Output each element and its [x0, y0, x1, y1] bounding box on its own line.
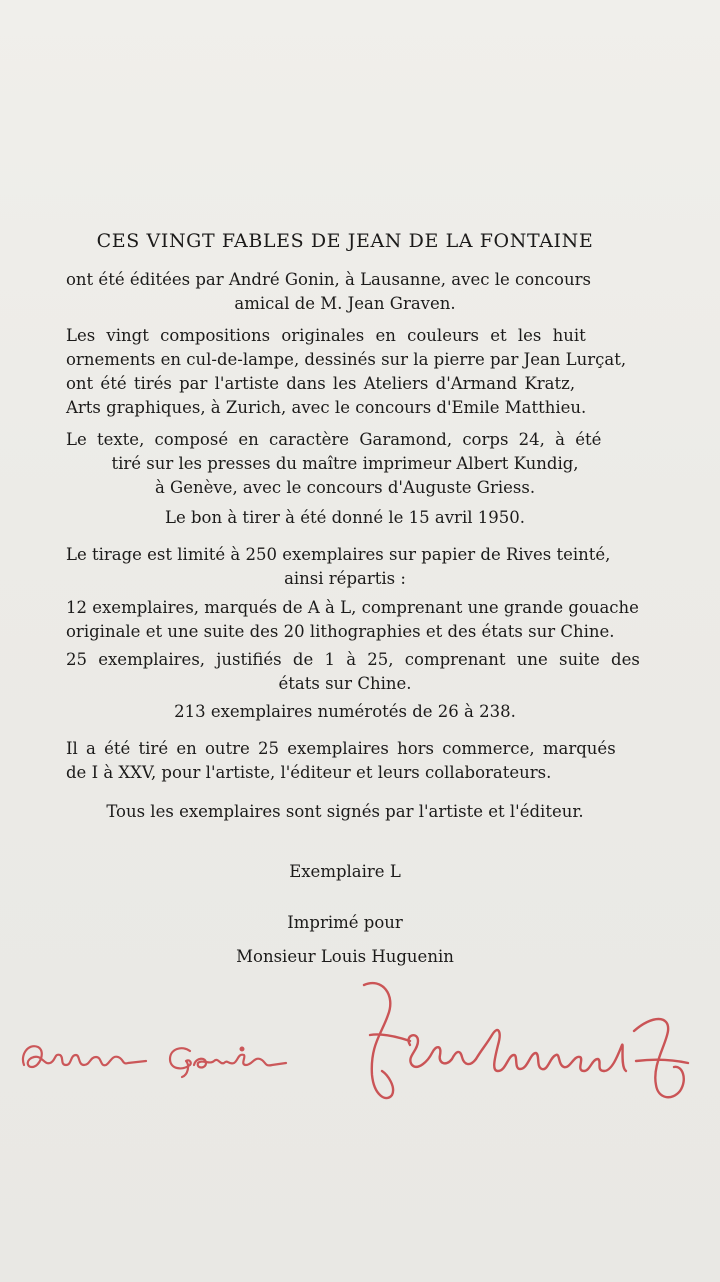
text-line: à Genève, avec le concours d'Auguste Griess.	[154, 478, 536, 497]
text-line: 25 exemplaires, justifiés de 1 à 25, comprenant une suite des	[66, 650, 640, 669]
paragraph-12-exemplaires	[66, 596, 639, 644]
signature-andre-gonin	[14, 1025, 304, 1085]
paragraph-signes	[66, 800, 624, 824]
text-line-content: ont été éditées par André Gonin, à Lausanne, avec le concours	[66, 270, 591, 289]
text-line: ainsi répartis :	[284, 569, 406, 588]
paragraph-25-exemplaires	[66, 648, 640, 696]
text-line: de I à XXV, pour l'artiste, l'éditeur et leurs collaborateurs.	[66, 763, 552, 782]
text-line: Le tirage est limité à 250 exemplaires sur papier de Rives teinté,	[66, 545, 611, 564]
text-line: Exemplaire L	[289, 862, 401, 881]
text-line: Il a été tiré en outre 25 exemplaires hors commerce, marqués	[66, 739, 616, 758]
text-line: Le bon à tirer à été donné le 15 avril 1950.	[165, 508, 525, 527]
recipient-name	[66, 945, 624, 969]
paragraph-bon-a-tirer	[66, 506, 624, 530]
text-line: Monsieur Louis Huguenin	[236, 947, 454, 966]
text-line: ornements en cul-de-lampe, dessinés sur la pierre par Jean Lurçat,	[66, 350, 627, 369]
text-line: Les vingt compositions originales en couleurs et les huit	[66, 326, 586, 345]
text-line: Le texte, composé en caractère Garamond, corps 24, à été	[66, 430, 602, 449]
exemplaire-label	[66, 860, 624, 884]
text-line: Imprimé pour	[287, 913, 403, 932]
text-line: amical de M. Jean Graven.	[234, 294, 456, 313]
paragraph-213-exemplaires	[66, 700, 624, 724]
text-line: Arts graphiques, à Zurich, avec le concours d'Emile Matthieu.	[66, 398, 587, 417]
signature-jean-lurcat	[352, 975, 712, 1115]
paragraph-edition	[66, 268, 624, 316]
text-line: originale et une suite des 20 lithographies et des états sur Chine.	[66, 622, 615, 641]
paragraph-texte	[66, 428, 624, 500]
text-line: ont été tirés par l'artiste dans les Ateliers d'Armand Kratz,	[66, 374, 576, 393]
page-title: CES VINGT FABLES DE JEAN DE LA FONTAINE	[96, 230, 594, 252]
paragraph-tirage	[66, 543, 624, 591]
text-line: Tous les exemplaires sont signés par l'artiste et l'éditeur.	[106, 802, 584, 821]
text-line: 213 exemplaires numérotés de 26 à 238.	[174, 702, 516, 721]
imprime-pour-label	[66, 911, 624, 935]
paragraph-hors-commerce	[66, 737, 624, 785]
text-line	[66, 268, 624, 292]
text-line: tiré sur les presses du maître imprimeur Albert Kundig,	[111, 454, 579, 473]
text-line: états sur Chine.	[278, 674, 412, 693]
text-line: 12 exemplaires, marqués de A à L, comprenant une grande gouache	[66, 598, 639, 617]
paragraph-compositions	[66, 324, 627, 420]
